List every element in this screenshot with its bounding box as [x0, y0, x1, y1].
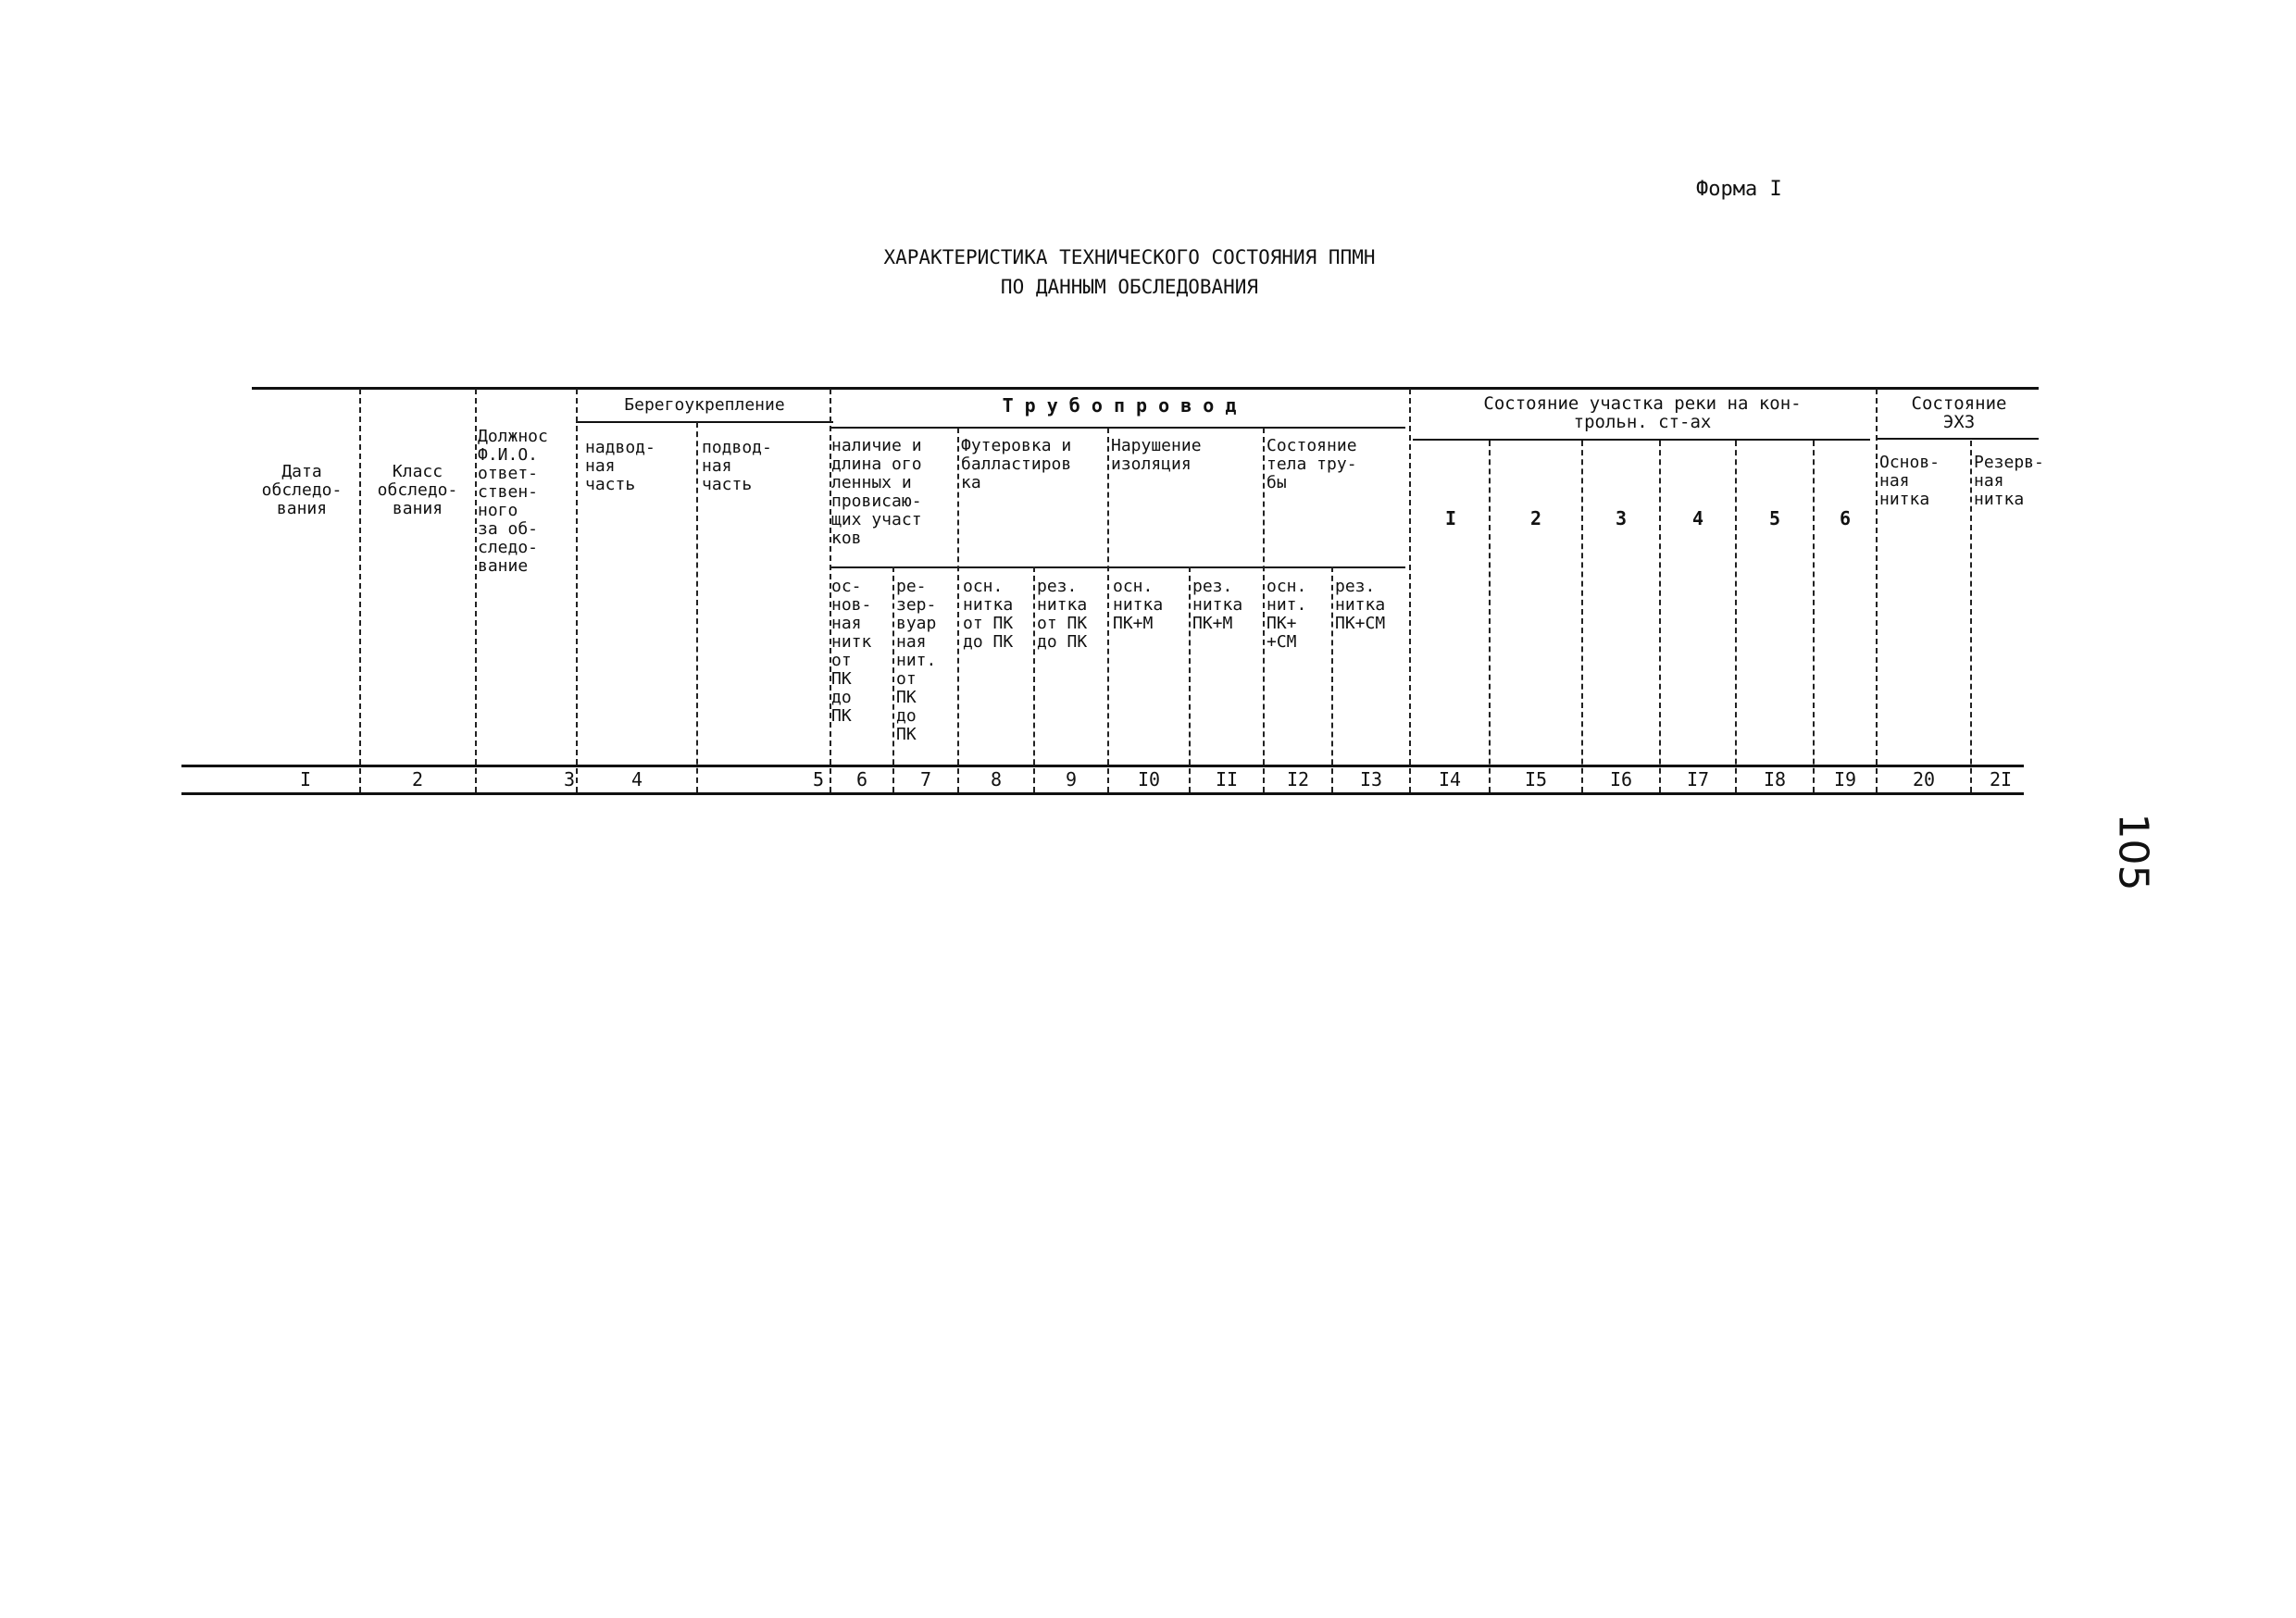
- header-river-col: 6: [1839, 507, 1852, 529]
- header-class: Класс обследо- вания: [377, 462, 458, 518]
- column-number: I5: [1524, 768, 1548, 790]
- header-under-water: подвод- ная часть: [702, 438, 772, 494]
- header-group-bank: Берегоукрепление: [624, 395, 785, 415]
- header-exposed-sections: наличие и длина ого ленных и провисаю- щих участ ков: [831, 436, 922, 548]
- table-subgroup-rule: [830, 566, 1405, 568]
- header-insul-reserve: рез. нитка ПК+М: [1192, 577, 1243, 633]
- column-number: I2: [1286, 768, 1310, 790]
- header-insulation: Нарушение изоляция: [1111, 436, 1202, 474]
- col-sep: [696, 422, 698, 792]
- column-number: 9: [1065, 768, 1078, 790]
- column-number: I6: [1609, 768, 1633, 790]
- header-pipe-body: Состояние тела тру- бы: [1267, 436, 1357, 492]
- header-group-pipeline: Т р у б о п р о в о д: [1002, 394, 1237, 417]
- col-sep: [1263, 428, 1265, 792]
- column-number: I0: [1137, 768, 1161, 790]
- column-number: I8: [1763, 768, 1787, 790]
- header-group-river: Состояние участка реки на кон- трольн. ст-ах: [1483, 393, 1802, 432]
- header-ehz-main: Основ- ная нитка: [1879, 453, 1940, 509]
- header-body-main: осн. нит. ПК+ +СМ: [1267, 577, 1307, 652]
- header-river-col: 3: [1615, 507, 1628, 529]
- column-number: 8: [990, 768, 1003, 790]
- header-river-col: I: [1444, 507, 1457, 529]
- col-sep: [957, 428, 959, 792]
- column-number: I9: [1833, 768, 1857, 790]
- column-number: 5: [812, 768, 824, 790]
- header-river-col: 4: [1691, 507, 1704, 529]
- column-number: 20: [1912, 768, 1936, 790]
- document-title: ХАРАКТЕРИСТИКА ТЕХНИЧЕСКОГО СОСТОЯНИЯ ППМН: [883, 246, 1376, 268]
- col-sep: [1033, 566, 1035, 792]
- col-sep: [1189, 566, 1191, 792]
- table-group-rule-pipe: [830, 427, 1405, 429]
- column-number: I4: [1438, 768, 1462, 790]
- col-sep: [1107, 428, 1109, 792]
- header-insul-main: осн. нитка ПК+М: [1113, 577, 1164, 633]
- header-ehz-reserve: Резерв- ная нитка: [1974, 453, 2044, 509]
- col-sep: [1876, 389, 1878, 792]
- col-sep: [1813, 441, 1815, 792]
- column-number: 2: [411, 768, 424, 790]
- col-sep: [475, 389, 477, 792]
- header-ballast-main: осн. нитка от ПК до ПК: [963, 577, 1014, 652]
- header-responsible: Должнос Ф.И.О. ответ- ствен- ного за об- следо- вание: [478, 427, 548, 576]
- header-ballast-reserve: рез. нитка от ПК до ПК: [1037, 577, 1088, 652]
- table-header-bottom-rule: [181, 765, 2024, 767]
- col-sep: [359, 389, 361, 792]
- header-date: Дата обследо- вания: [261, 462, 343, 518]
- col-sep: [1659, 441, 1661, 792]
- column-number: 7: [919, 768, 932, 790]
- column-number: 2I: [1989, 768, 2013, 790]
- column-number: 4: [630, 768, 643, 790]
- col-sep: [1581, 441, 1583, 792]
- table-group-rule-bank: [576, 421, 833, 423]
- header-river-col: 2: [1529, 507, 1542, 529]
- column-number: II: [1215, 768, 1239, 790]
- document-subtitle: ПО ДАННЫМ ОБСЛЕДОВАНИЯ: [1000, 276, 1259, 298]
- header-exposed-main: ос- нов- ная нитк от ПК до ПК: [831, 577, 872, 726]
- page-number: 105: [2109, 813, 2157, 891]
- column-number: I3: [1359, 768, 1383, 790]
- col-sep: [1735, 441, 1737, 792]
- col-sep: [576, 389, 578, 792]
- col-sep: [892, 566, 894, 792]
- column-number: 3: [563, 768, 575, 790]
- col-sep: [1489, 441, 1491, 792]
- table-top-rule: [252, 387, 2039, 390]
- table-group-rule-ehz: [1878, 438, 2039, 440]
- table-bottom-rule: [181, 792, 2024, 795]
- column-number: I: [299, 768, 312, 790]
- header-ballasting: Футеровка и балластиров ка: [961, 436, 1072, 492]
- header-group-ehz: Состояние ЭХЗ: [1911, 393, 2007, 432]
- column-number: 6: [855, 768, 868, 790]
- col-sep: [1409, 389, 1411, 792]
- header-exposed-reserve: ре- зер- вуар ная нит. от ПК до ПК: [896, 577, 937, 744]
- col-sep: [1331, 566, 1333, 792]
- col-sep: [1970, 441, 1972, 792]
- header-river-col: 5: [1768, 507, 1781, 529]
- column-number: I7: [1686, 768, 1710, 790]
- form-label: Форма I: [1696, 178, 1782, 201]
- header-body-reserve: рез. нитка ПК+СМ: [1335, 577, 1386, 633]
- table-group-rule-river: [1413, 439, 1870, 441]
- header-above-water: надвод- ная часть: [585, 438, 655, 494]
